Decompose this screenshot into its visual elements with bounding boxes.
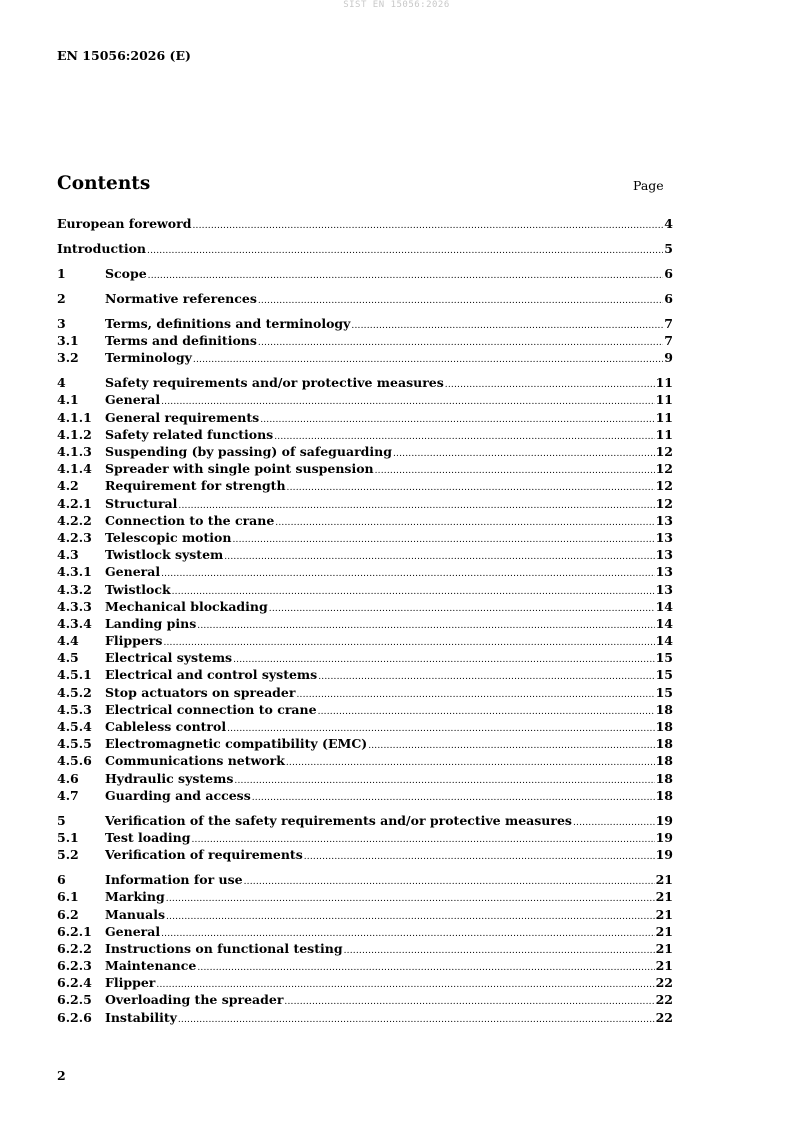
toc-dot-leader <box>351 318 663 335</box>
toc-entry-page: 12 <box>655 444 673 460</box>
toc-entry-number: 6.2.4 <box>57 975 92 991</box>
page-number: 2 <box>57 1068 66 1083</box>
toc-entry-page: 12 <box>655 495 673 511</box>
toc-entry-number: 4.5.2 <box>57 684 92 700</box>
toc-entry[interactable] <box>57 923 673 940</box>
toc-entry-title: Manuals <box>105 906 165 922</box>
toc-entry-page: 15 <box>655 650 673 666</box>
toc-entry-title: Verification of the safety requirements and/or protective measures <box>105 812 572 828</box>
toc-dot-leader <box>275 515 654 532</box>
toc-entry[interactable] <box>57 701 673 718</box>
toc-entry-page: 15 <box>655 667 673 683</box>
toc-entry-page: 6 <box>664 290 673 306</box>
toc-entry-page: 21 <box>655 940 673 956</box>
toc-entry-title: Scope <box>105 265 147 281</box>
toc-entry-page: 18 <box>655 719 673 735</box>
toc-entry-title: Landing pins <box>105 615 197 631</box>
toc-entry-number: 4.7 <box>57 787 79 803</box>
toc-entry-page: 14 <box>655 598 673 614</box>
toc-entry-number: 4.1 <box>57 392 79 408</box>
toc-entry-number: 6.2.3 <box>57 958 92 974</box>
toc-dot-leader <box>166 909 655 926</box>
toc-entry-title: Requirement for strength <box>105 478 286 494</box>
toc-entry-number: 4.3.1 <box>57 564 92 580</box>
toc-entry-title: Telescopic motion <box>105 529 232 545</box>
toc-entry[interactable] <box>57 332 673 349</box>
toc-entry[interactable] <box>57 240 673 257</box>
toc-entry-title: Flipper <box>105 975 156 991</box>
toc-entry-page: 7 <box>664 333 673 349</box>
toc-entry-title: Marking <box>105 889 165 905</box>
toc-entry-page: 14 <box>655 615 673 631</box>
toc-dot-leader <box>260 412 654 429</box>
toc-entry-page: 11 <box>655 426 673 442</box>
toc-dot-leader <box>296 687 654 704</box>
toc-entry-page: 21 <box>655 889 673 905</box>
toc-entry-title: Guarding and access <box>105 787 251 803</box>
toc-entry-number: 5.2 <box>57 847 79 863</box>
toc-dot-leader <box>287 480 655 497</box>
toc-entry[interactable] <box>57 906 673 923</box>
toc-entry-title: Terminology <box>105 350 192 366</box>
toc-entry[interactable] <box>57 871 673 888</box>
toc-dot-leader <box>166 891 655 908</box>
toc-entry[interactable] <box>57 649 673 666</box>
toc-entry-number: 4.2 <box>57 478 79 494</box>
toc-entry-number: 4 <box>57 375 66 391</box>
toc-entry[interactable] <box>57 957 673 974</box>
toc-dot-leader <box>163 635 654 652</box>
toc-entry-page: 22 <box>655 1009 673 1025</box>
toc-entry[interactable] <box>57 615 673 632</box>
toc-entry-page: 9 <box>664 350 673 366</box>
toc-entry-page: 14 <box>655 633 673 649</box>
toc-entry[interactable] <box>57 495 673 512</box>
toc-entry-page: 21 <box>655 872 673 888</box>
toc-entry-page: 18 <box>655 736 673 752</box>
toc-entry[interactable] <box>57 888 673 905</box>
toc-dot-leader <box>178 1012 655 1029</box>
toc-entry-title: European foreword <box>57 216 192 231</box>
toc-entry-number: 4.5.1 <box>57 667 92 683</box>
toc-entry-title: Electrical connection to crane <box>105 701 317 717</box>
toc-entry-number: 4.2.3 <box>57 529 92 545</box>
toc-entry[interactable] <box>57 426 673 443</box>
toc-entry[interactable] <box>57 374 673 391</box>
toc-dot-leader <box>193 352 663 369</box>
toc-entry-page: 11 <box>655 409 673 425</box>
toc-dot-leader <box>286 755 655 772</box>
toc-entry-title: Electromagnetic compatibility (EMC) <box>105 736 368 752</box>
toc-dot-leader <box>258 293 663 310</box>
toc-entry-title: General <box>105 392 161 408</box>
toc-dot-leader <box>375 463 655 480</box>
page-column-label: Page <box>633 178 664 193</box>
toc-entry[interactable] <box>57 787 673 804</box>
toc-entry-number: 6.1 <box>57 889 79 905</box>
toc-entry-number: 5 <box>57 812 66 828</box>
toc-entry-page: 7 <box>664 315 673 331</box>
toc-entry-page: 13 <box>655 547 673 563</box>
toc-entry-number: 6 <box>57 872 66 888</box>
toc-entry-number: 4.1.1 <box>57 409 92 425</box>
toc-dot-leader <box>344 943 655 960</box>
toc-entry-page: 6 <box>664 265 673 281</box>
toc-entry-page: 5 <box>664 240 673 256</box>
toc-entry[interactable] <box>57 735 673 752</box>
toc-dot-leader <box>252 790 655 807</box>
toc-dot-leader <box>232 532 654 549</box>
toc-entry[interactable] <box>57 290 673 307</box>
toc-entry-number: 4.5.4 <box>57 719 92 735</box>
toc-entry-title: Terms and definitions <box>105 333 257 349</box>
toc-entry[interactable] <box>57 409 673 426</box>
toc-entry[interactable] <box>57 666 673 683</box>
toc-entry-page: 15 <box>655 684 673 700</box>
toc-entry-number: 4.1.4 <box>57 461 92 477</box>
toc-entry-page: 4 <box>664 216 673 231</box>
toc-entry-number: 4.3 <box>57 547 79 563</box>
toc-entry-number: 6.2.2 <box>57 940 92 956</box>
toc-dot-leader <box>161 566 654 583</box>
toc-entry-page: 21 <box>655 906 673 922</box>
toc-dot-leader <box>147 243 663 260</box>
toc-entry-title: Flippers <box>105 633 163 649</box>
toc-entry-title: Cableless control <box>105 719 227 735</box>
toc-entry-page: 11 <box>655 375 673 391</box>
toc-entry[interactable] <box>57 477 673 494</box>
toc-dot-leader <box>318 704 655 721</box>
toc-entry[interactable] <box>57 829 673 846</box>
toc-dot-leader <box>269 601 655 618</box>
toc-entry-title: Overloading the spreader <box>105 992 284 1008</box>
toc-entry[interactable] <box>57 770 673 787</box>
toc-dot-leader <box>244 874 655 891</box>
toc-entry[interactable] <box>57 846 673 863</box>
toc-entry-title: Connection to the crane <box>105 512 275 528</box>
toc-dot-leader <box>318 669 654 686</box>
toc-dot-leader <box>197 618 654 635</box>
table-of-contents <box>57 215 673 1026</box>
toc-entry[interactable] <box>57 1009 673 1026</box>
toc-entry-page: 13 <box>655 564 673 580</box>
toc-entry[interactable] <box>57 391 673 408</box>
toc-entry-number: 5.1 <box>57 829 79 845</box>
toc-entry-title: General requirements <box>105 409 260 425</box>
toc-entry-page: 18 <box>655 753 673 769</box>
toc-entry-number: 4.3.3 <box>57 598 92 614</box>
toc-entry-title: Test loading <box>105 829 191 845</box>
toc-entry-number: 3.2 <box>57 350 79 366</box>
toc-entry-number: 4.1.2 <box>57 426 92 442</box>
toc-entry[interactable] <box>57 443 673 460</box>
toc-dot-leader <box>304 849 655 866</box>
toc-entry-number: 2 <box>57 290 66 306</box>
toc-entry[interactable] <box>57 974 673 991</box>
toc-entry[interactable] <box>57 718 673 735</box>
toc-entry-page: 19 <box>655 847 673 863</box>
toc-entry-page: 13 <box>655 529 673 545</box>
toc-entry[interactable] <box>57 752 673 769</box>
toc-dot-leader <box>573 815 655 832</box>
toc-entry-page: 11 <box>655 392 673 408</box>
toc-entry-title: Structural <box>105 495 178 511</box>
toc-entry-page: 12 <box>655 461 673 477</box>
toc-entry-title: Information for use <box>105 872 243 888</box>
toc-entry-number: 4.5 <box>57 650 79 666</box>
toc-entry[interactable] <box>57 546 673 563</box>
contents-heading: Contents <box>57 173 151 194</box>
toc-entry-title: Verification of requirements <box>105 847 303 863</box>
toc-entry-number: 4.3.4 <box>57 615 92 631</box>
toc-entry-title: General <box>105 564 161 580</box>
toc-entry-title: Safety related functions <box>105 426 274 442</box>
toc-entry-number: 6.2 <box>57 906 79 922</box>
toc-entry[interactable] <box>57 265 673 282</box>
toc-dot-leader <box>148 268 664 285</box>
toc-entry-title: Normative references <box>105 290 257 306</box>
toc-entry-page: 22 <box>655 992 673 1008</box>
toc-entry[interactable] <box>57 529 673 546</box>
toc-entry[interactable] <box>57 684 673 701</box>
toc-entry-title: Twistlock system <box>105 547 224 563</box>
toc-entry-title: Electrical and control systems <box>105 667 318 683</box>
toc-entry-title: Terms, definitions and terminology <box>105 315 351 331</box>
toc-entry-number: 4.5.6 <box>57 753 92 769</box>
toc-dot-leader <box>445 377 655 394</box>
toc-entry-title: Hydraulic systems <box>105 770 234 786</box>
toc-entry[interactable] <box>57 632 673 649</box>
toc-dot-leader <box>258 335 663 352</box>
toc-entry[interactable] <box>57 512 673 529</box>
toc-entry-page: 18 <box>655 787 673 803</box>
toc-dot-leader <box>192 218 663 235</box>
toc-entry-number: 4.2.2 <box>57 512 92 528</box>
toc-entry-number: 6.2.1 <box>57 923 92 939</box>
toc-entry-page: 21 <box>655 958 673 974</box>
toc-entry[interactable] <box>57 812 673 829</box>
toc-entry-number: 3.1 <box>57 333 79 349</box>
toc-entry-title: Instructions on functional testing <box>105 940 343 956</box>
toc-entry-page: 13 <box>655 581 673 597</box>
toc-entry-title: Communications network <box>105 753 285 769</box>
toc-entry-title: Stop actuators on spreader <box>105 684 296 700</box>
toc-entry-page: 18 <box>655 701 673 717</box>
toc-entry-page: 19 <box>655 812 673 828</box>
toc-entry-number: 4.4 <box>57 633 79 649</box>
document-id: EN 15056:2026 (E) <box>57 48 191 63</box>
toc-entry-page: 22 <box>655 975 673 991</box>
toc-entry-number: 6.2.5 <box>57 992 92 1008</box>
toc-entry-page: 13 <box>655 512 673 528</box>
toc-entry-title: Spreader with single point suspension <box>105 461 374 477</box>
toc-entry-title: Maintenance <box>105 958 197 974</box>
toc-dot-leader <box>393 446 655 463</box>
toc-entry[interactable] <box>57 991 673 1008</box>
watermark-text: SIST EN 15056:2026 <box>343 0 450 10</box>
toc-entry[interactable] <box>57 563 673 580</box>
toc-entry[interactable] <box>57 581 673 598</box>
toc-entry-page: 12 <box>655 478 673 494</box>
toc-entry-number: 6.2.6 <box>57 1009 92 1025</box>
toc-entry-number: 4.5.5 <box>57 736 92 752</box>
toc-dot-leader <box>284 994 654 1011</box>
toc-dot-leader <box>368 738 654 755</box>
toc-entry-number: 1 <box>57 265 66 281</box>
toc-entry-title: Safety requirements and/or protective measures <box>105 375 444 391</box>
toc-entry-number: 4.3.2 <box>57 581 92 597</box>
toc-entry-title: Twistlock <box>105 581 171 597</box>
toc-entry-title: Suspending (by passing) of safeguarding <box>105 444 392 460</box>
toc-dot-leader <box>234 773 654 790</box>
toc-entry[interactable] <box>57 315 673 332</box>
toc-entry-page: 21 <box>655 923 673 939</box>
toc-entry[interactable] <box>57 940 673 957</box>
toc-entry-title: Mechanical blockading <box>105 598 268 614</box>
toc-entry-number: 4.2.1 <box>57 495 92 511</box>
toc-dot-leader <box>224 549 654 566</box>
toc-entry-title: Instability <box>105 1009 177 1025</box>
toc-entry-number: 4.6 <box>57 770 79 786</box>
toc-entry-title: General <box>105 923 161 939</box>
toc-entry-title: Introduction <box>57 240 147 256</box>
toc-entry[interactable] <box>57 460 673 477</box>
toc-entry-page: 18 <box>655 770 673 786</box>
toc-dot-leader <box>197 960 654 977</box>
toc-entry-page: 19 <box>655 829 673 845</box>
toc-entry-number: 4.5.3 <box>57 701 92 717</box>
toc-entry[interactable] <box>57 349 673 366</box>
toc-entry[interactable] <box>57 215 673 232</box>
toc-entry[interactable] <box>57 598 673 615</box>
toc-entry-number: 3 <box>57 315 66 331</box>
toc-entry-number: 4.1.3 <box>57 444 92 460</box>
toc-entry-title: Electrical systems <box>105 650 233 666</box>
